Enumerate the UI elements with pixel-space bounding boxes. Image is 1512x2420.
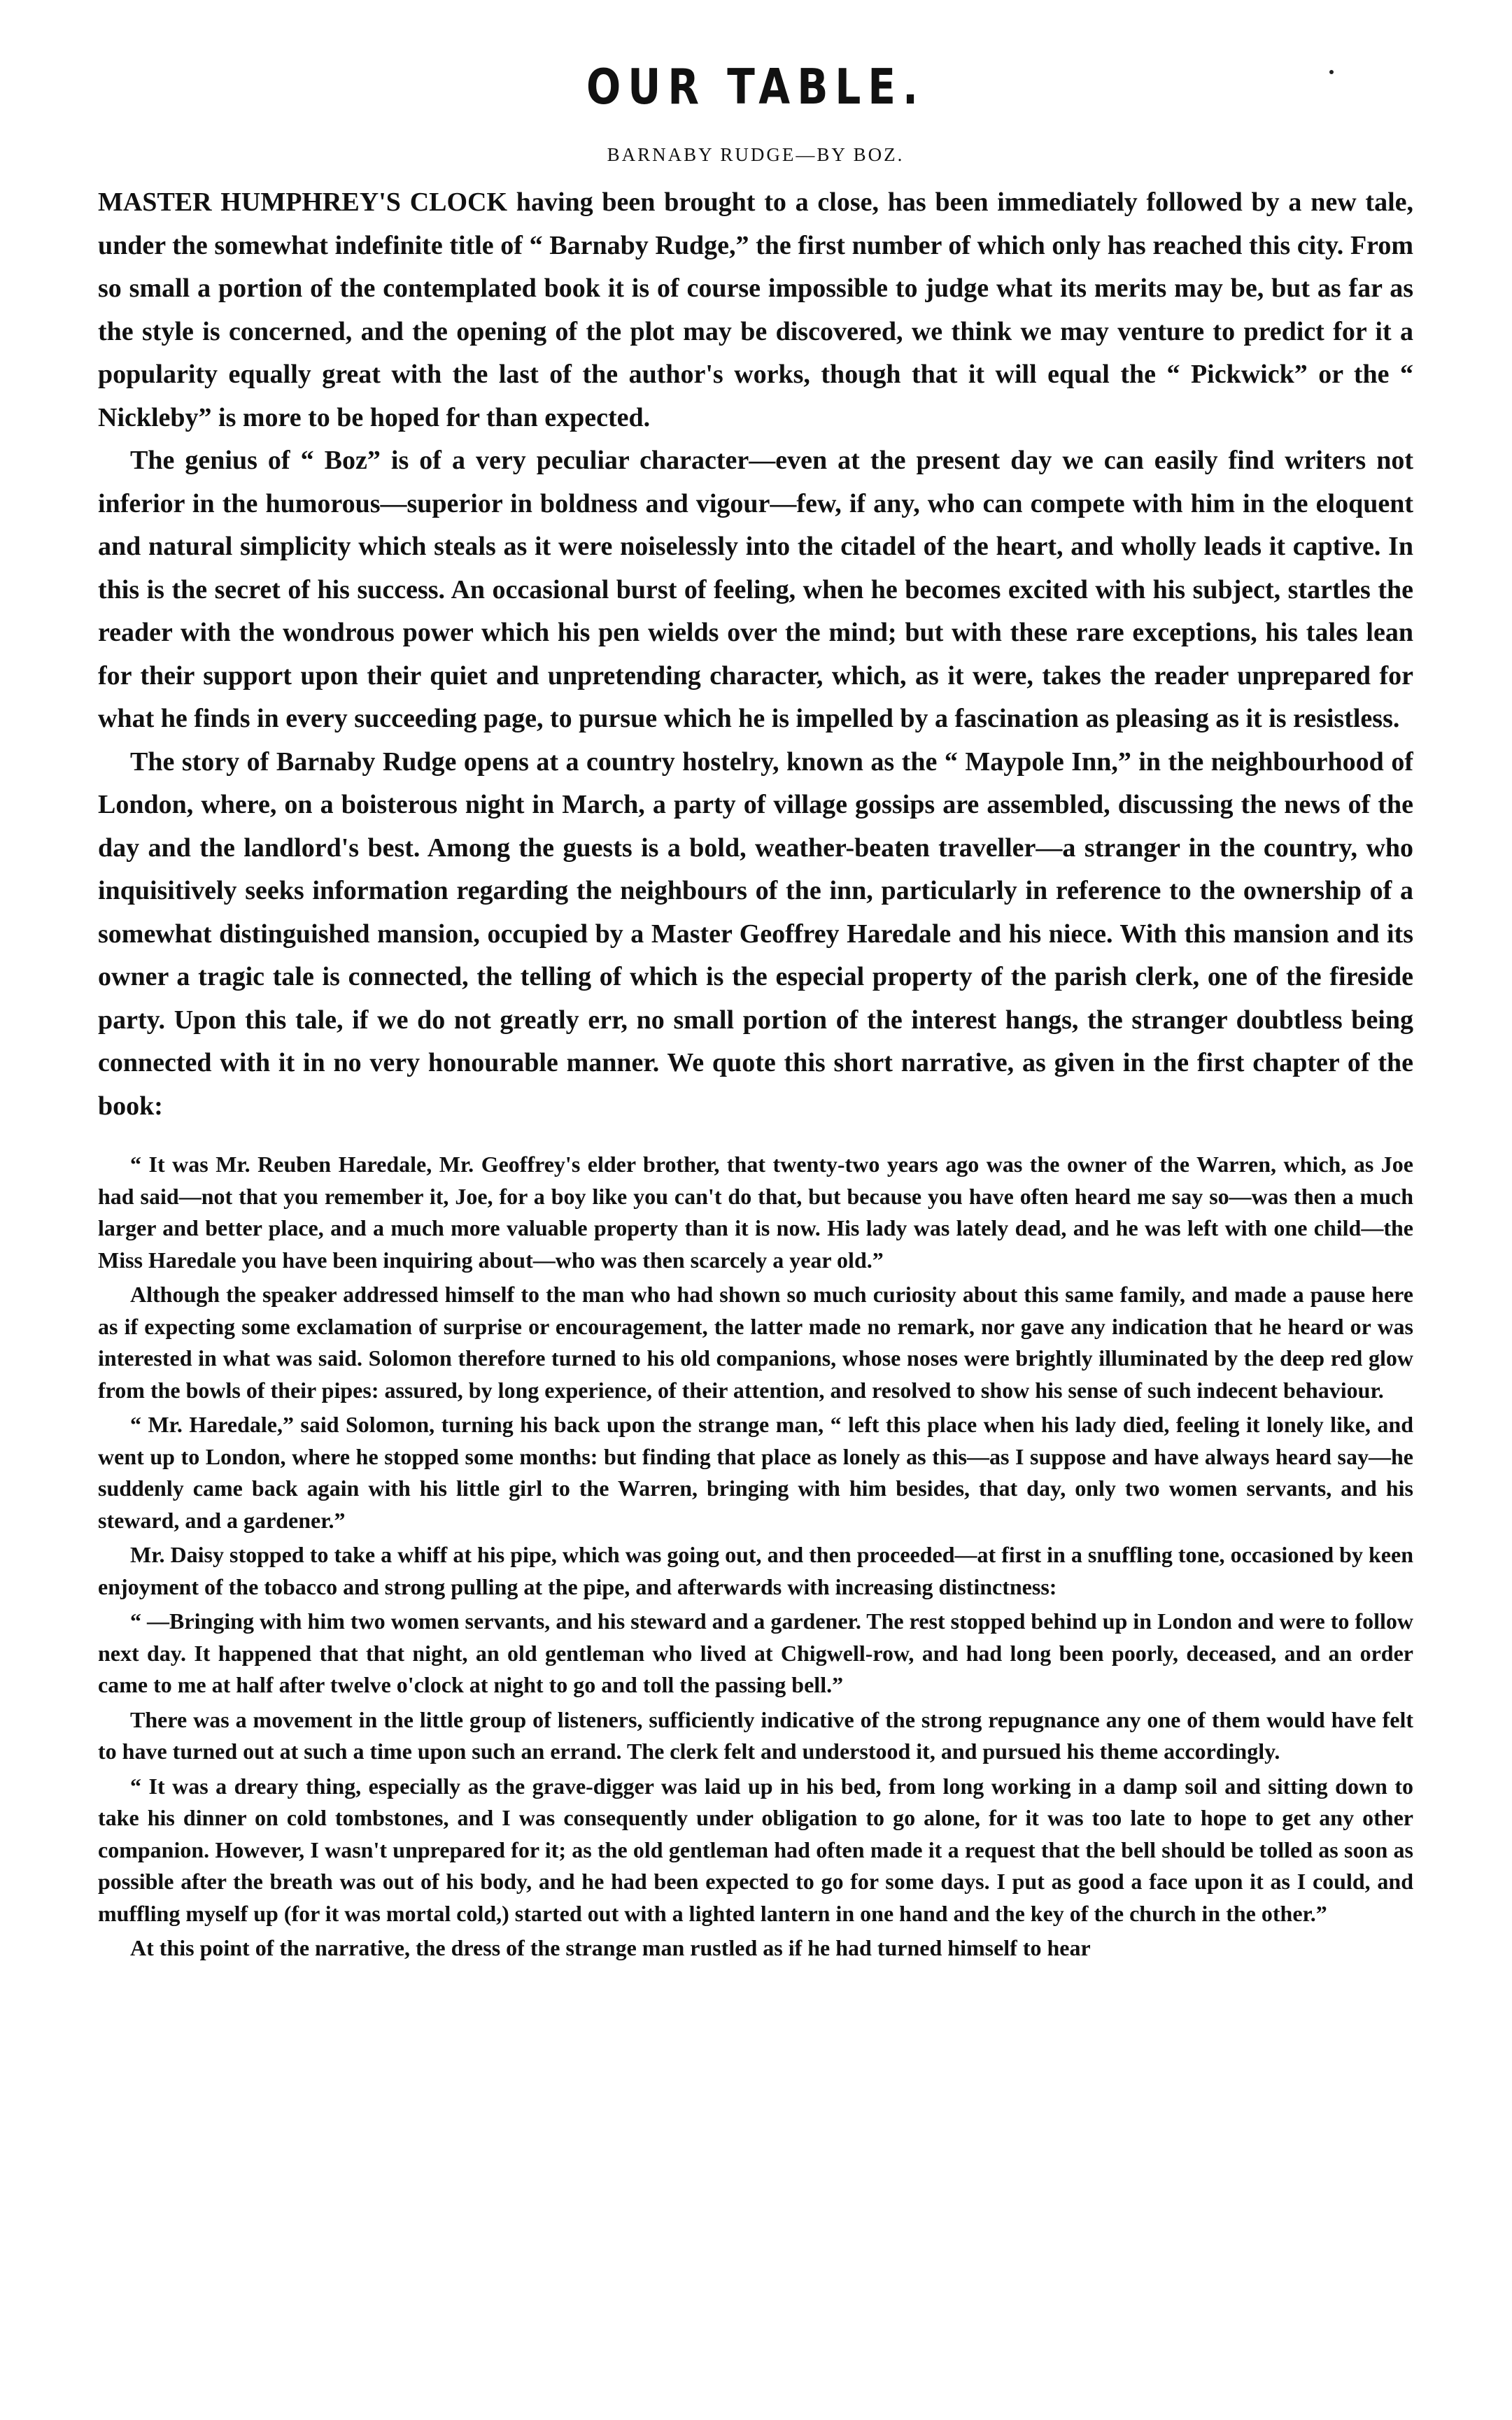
page-title: OUR TABLE. [586,63,926,115]
quote-paragraph: “ It was a dreary thing, especially as the grave-digger was laid up in his bed, from long working in a damp soil and sitting down to take his dinner on cold tombstones, and I was consequently under obligation to go alone, for it was too late to hope to get any other companion. However, I wasn't unprepared for it; as the old gentleman had often made it a request that the bell should be tolled as soon as possible after the breath was out of his body, and he had been expected to go for some days. I put as good a face upon it as I could, and muffling myself up (for it was mortal cold,) started out with a lighted lantern in one hand and the key of the church in the other.” [98,1773,1413,1926]
body-paragraph: The story of Barnaby Rudge opens at a country hostelry, known as the “ Maypole Inn,” in the neighbourhood of London, where, on a boisterous night in March, a party of village gossips are assembled, discussing the news of the day and the landlord's best. Among the guests is a bold, weather-beaten traveller—a stranger in the country, who inquisitively seeks information regarding the neighbours of the inn, particularly in reference to the ownership of a somewhat distinguished mansion, occupied by a Master Geoffrey Haredale and his niece. With this mansion and its owner a tragic tale is connected, the telling of which is the especial property of the parish clerk, one of the fireside party. Upon this tale, if we do not greatly err, no small portion of the interest hangs, the stranger doubtless being connected with it in no very honourable manner. We quote this short narrative, as given in the first chapter of the book: [98,746,1413,1121]
quote-paragraph: Although the speaker addressed himself to the man who had shown so much curiosity about this same family, and made a pause here as if expecting some exclamation of surprise or encouragement, the latter made no remark, nor gave any indication that he heard or was interested in what was said. Solomon therefore turned to his old companions, whose noses were brightly illuminated by the deep red glow from the bowls of their pipes: assured, by long experience, of their attention, and resolved to show his sense of such indecent behaviour. [98,1282,1413,1403]
quote-paragraph: There was a movement in the little group of listeners, sufficiently indicative of the strong repugnance any one of them would have felt to have turned out at such a time upon such an errand. The clerk felt and understood it, and pursued his theme accordingly. [98,1706,1413,1764]
quote-paragraph: At this point of the narrative, the dress of the strange man rustled as if he had turned himself to hear [130,1935,1091,1960]
quote-paragraph: “ Mr. Haredale,” said Solomon, turning his back upon the strange man, “ left this place when his lady died, feeling it lonely like, and went up to London, where he stopped some months: but finding that place as lonely as this—as I suppose and have always heard say—he suddenly came back again with his little girl to the Warren, bringing with him besides, that day, only two women servants, and his steward, and a gardener.” [98,1412,1413,1533]
quote-paragraph: “ It was Mr. Reuben Haredale, Mr. Geoffrey's elder brother, that twenty-two years ago was the owner of the Warren, which, as Joe had said—not that you remember it, Joe, for a boy like you can't do that, but because you have often heard me say so—was then a much larger and better place, and a much more valuable property than it is now. His lady was lately dead, and he was left with one child—the Miss Haredale you have been inquiring about—who was then scarcely a year old.” [98,1152,1413,1273]
quote-paragraph: Mr. Daisy stopped to take a whiff at his pipe, which was going out, and then proceeded—at first in a snuffling tone, occasioned by keen enjoyment of the tobacco and strong pulling at the pipe, and afterwards with increasing distinctness: [98,1542,1413,1599]
document-page [98,63,1413,2386]
body-paragraph: MASTER HUMPHREY'S CLOCK having been brought to a close, has been immediately followed by a new tale, under the somewhat indefinite title of “ Barnaby Rudge,” the first number of which only has reached this city. From so small a portion of the contemplated book it is of course impossible to judge what its merits may be, but as far as the style is concerned, and the opening of the plot may be discovered, we think we may venture to predict for it a popularity equally great with the last of the author's works, though that it will equal the “ Pickwick” or the “ Nickleby” is more to be hoped for than expected. [98,187,1413,432]
quoted-excerpt [98,1149,1413,1965]
quote-paragraph: “ —Bringing with him two women servants, and his steward and a gardener. The rest stopped behind up in London and were to follow next day. It happened that that night, an old gentleman who lived at Chigwell-row, and had long been poorly, deceased, and an order came to me at half after twelve o'clock at night to go and toll the passing bell.” [98,1608,1413,1697]
section-heading: BARNABY RUDGE—BY BOZ. [607,144,905,165]
body-paragraph: The genius of “ Boz” is of a very peculiar character—even at the present day we can easily find writers not inferior in the humorous—superior in boldness and vigour—few, if any, who can compete with him in the eloquent and natural simplicity which steals as it were noiselessly into the citadel of the heart, and wholly leads it captive. In this is the secret of his success. An occasional burst of feeling, when he becomes excited with his subject, startles the reader with the wondrous power which his pen wields over the mind; but with these rare exceptions, his tales lean for their support upon their quiet and unpretending character, which, as it were, takes the reader unprepared for what he finds in every succeeding page, to pursue which he is impelled by a fascination as pleasing as it is resistless. [98,446,1413,733]
print-speck [1329,70,1334,74]
